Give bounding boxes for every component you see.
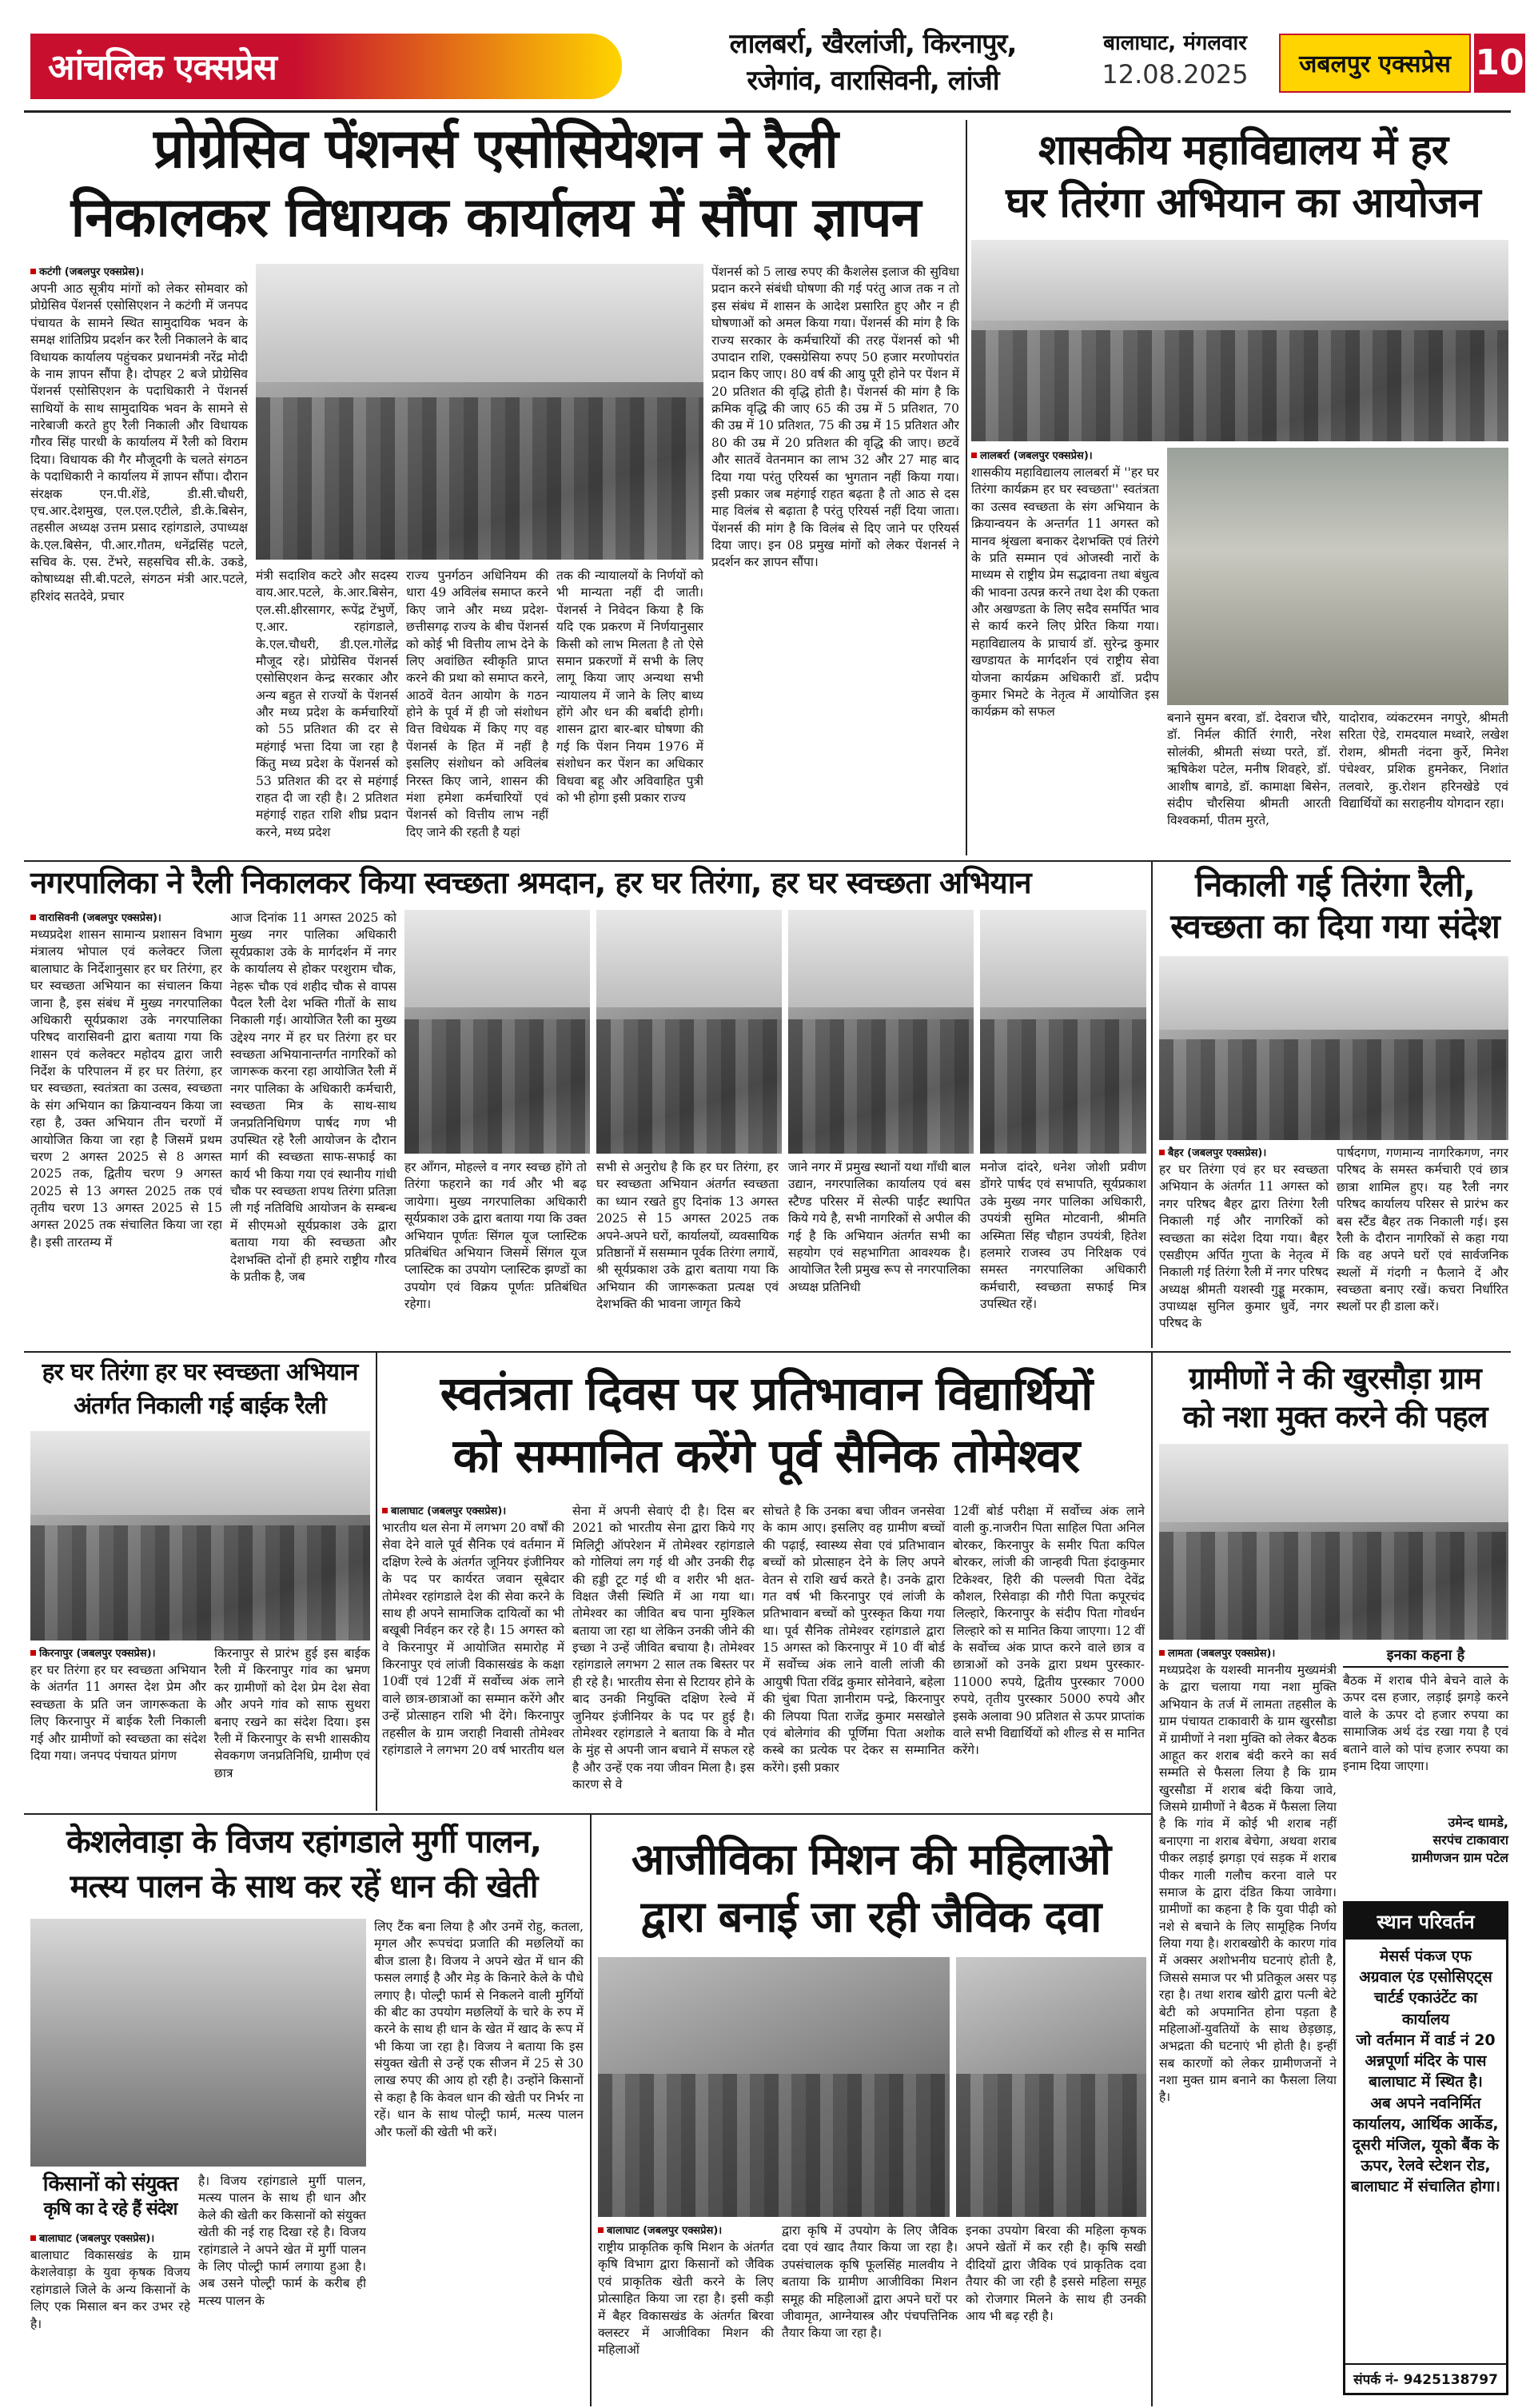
story3-photo-rally-2 bbox=[596, 910, 782, 1154]
story2-photo-human-chain bbox=[1167, 448, 1508, 705]
notice-title: स्थान परिवर्तन bbox=[1345, 1904, 1506, 1940]
story1-col3: राज्य पुनर्गठन अधिनियम की धारा 49 अविलंब समाप्त करने किए जाने और मध्य प्रदेश-छत्तीसगढ़ राज्य के बीच पेंशनर्स को कोई भी वित्तीय लाभ देने के लिए अवांछित स्वीकृति प्राप्त करने की प्रथा को समाप्त करने, आठवें वेतन आयोग के गठन होने के पूर्व में ही जो संशोधन वित्त विधेयक में किए गए वह पेंशनर्स के हित में नहीं है इसलिए संशोधन को अविलंब निरस्त किए जाने, शासन की मंशा हमेशा कर्मचारियों एवं पेंशनर्स को वित्तीय लाभ नहीं दिए जाने की रहती है यहां bbox=[406, 568, 548, 839]
story3-col4: सभी से अनुरोध है कि हर घर तिरंगा, हर घर स्वच्छता अभियान अंतर्गत स्वच्छता का ध्यान रखते हुए दिनांक 13 अगस्त 2025 से 15 अगस्त 2025 तक अपने-अपने घरों, कार्यालयों, व्यवसायिक प्रतिष्ठानों में ससम्मान पूर्वक तिरंगा लगायें, श्री सूर्यप्रकाश उके द्वारा बताया गया कि अभियान की जागरूकता प्रत्यक्ष एवं देशभक्ति की भावना जागृत किये bbox=[596, 1160, 779, 1311]
story4-col1: हर घर तिरंगा एवं हर घर स्वच्छता अभियान के अंतर्गत 11 अगस्त को नगर परिषद बैहर द्वारा तिरंगा रैली निकाली गई और नागरिकों को स्वच्छता का संदेश दिया गया। बैहर एसडीएम अर्पित गुप्ता के नेतृत्व में निकाली गई तिरंगा रैली में नगर परिषद अध्यक्ष श्रीमती यशस्वी गुड्डू मरकाम, उपाध्यक्ष सुनिल कुमार धुर्वे, नगर परिषद के bbox=[1159, 1162, 1329, 1331]
story9-col3: इनका उपयोग बिरवा की महिला कृषक अपने खेतों में कर रही है। कृषि सखी दीदियों द्वारा जैविक एवं प्राकृतिक दवा तैयार की जा रही है इससे महिला समूह को रोजगार मिलने के साथ ही उनकी आय भी बढ़ रही है। bbox=[966, 2223, 1146, 2323]
notice-line-6: बालाघाट में स्थित है। bbox=[1369, 2073, 1483, 2091]
story3-headline: नगरपालिका ने रैली निकालकर किया स्वच्छता श्रमदान, हर घर तिरंगा, हर घर स्वच्छता अभियान bbox=[30, 865, 1031, 900]
story1-col4: तक की न्यायालयों के निर्णयों को भी मान्यता नहीं दी जाती। पेंशनर्स ने निवेदन किया है कि यदि एक प्रकरण में निर्णयानुसार किसी को लाभ मिलता है तो ऐसे समान प्रकरणों में सभी के लिए लागू किया जाए अन्यथा सभी न्यायालय में जाने के लिए बाध्य होंगे और धन की बर्बादी होगी। शासन द्वारा बार-बार घोषणा की गई कि पेंशन नियम 1976 में संशोधन कर पेंशन का अधिकार विधवा बहू और अविवाहित पुत्री को भी होगा इसी प्रकार राज्य bbox=[556, 568, 703, 805]
issue-date: 12.08.2025 bbox=[1102, 59, 1249, 90]
story2-headline-line2: घर तिरंगा अभियान का आयोजन bbox=[1006, 179, 1480, 227]
story5-col2: किरनापुर से प्रारंभ हुई इस बाईक रैली में किरनापुर गांव का भ्रमण कर ग्रामीणों को देश प्रेम देश सेवा और अपने गांव को साफ सुथरा बनाए रखने का संदेश दिया। इस रैली में किरनापुर के सभी शासकीय सेवकगण जनप्रतिनिधि, ग्रामीण एवं छात्र bbox=[214, 1646, 370, 1780]
story9-photo-women-group bbox=[598, 1957, 950, 2217]
story2-byline: लालबर्रा (जबलपुर एक्सप्रेस)। bbox=[971, 448, 1159, 462]
notice-line-7: अब अपने नवनिर्मित bbox=[1370, 2094, 1481, 2112]
story8-col2: लिए टैंक बना लिया है और उनमें रोहु, कतला, मृगल और रूपचंदा प्रजाति की मछलियों का बीज डाला है। विजय ने अपने खेत में धान की फसल लगाई है और मेड़ के किनारे केले के पौधे लगाए है। पोल्ट्री फार्म से निकलने वाली मुर्गियों की बीट का उपयोग मछलियों के चारे के रुप में करने के साथ ही धान के खेत में खाद के रूप में भी किया जा रहा है। विजय ने बताया कि इस संयुक्त खेती से उन्हें एक सीजन में 25 से 30 लाख रुपए की आय हो रही है। उन्होंने किसानों से कहा है कि केवल धान की खेती पर निर्भर ना रहें। धान के साथ पोल्ट्री फार्म, मत्स्य पालन और फलों की खेती भी करें। bbox=[374, 1920, 584, 2139]
brand-name: जबलपुर एक्सप्रेस bbox=[1299, 50, 1451, 78]
story3-col1: मध्यप्रदेश शासन सामान्य प्रशासन विभाग मंत्रालय भोपाल एवं कलेक्टर जिला बालाघाट के निर्देशानुसार हर घर तिरंगा, हर घर स्वच्छता अभियान का संचालन किया जाना है, इस संबंध में मुख्य नगरपालिका अधिकारी सूर्यप्रकाश उके नगरपालिका परिषद वारासिवनी द्वारा बताया गया कि शासन एवं कलेक्टर महोदय द्वारा जारी निर्देश के परिपालन में हर घर तिरंगा, हर घर स्वच्छता, स्वतंत्रता का उत्सव, स्वच्छता के संग अभियान का क्रियान्वयन किया जा रहा है, उक्त अभियान तीन चरणों में आयोजित किया जा रहा है जिसमें प्रथम चरण 2 अगस्त 2025 से 8 अगस्त 2025 तक, द्वितीय चरण 9 अगस्त 2025 से 13 अगस्त 2025 तक एवं तृतीय चरण 13 अगस्त 2025 से 15 अगस्त 2025 तक संचालित किया जा रहा है। इसी तारतम्य में bbox=[30, 927, 222, 1250]
story4-byline: बैहर (जबलपुर एक्सप्रेस)। bbox=[1159, 1145, 1329, 1159]
notice-line-10: ऊपर, रेलवे स्टेशन रोड, bbox=[1361, 2157, 1491, 2175]
story1-headline-line1: प्रोग्रेसिव पेंशनर्स एसोसियेशन ने रैली bbox=[153, 118, 838, 181]
story8-subhead-line2: कृषि का दे रहे हैं संदेश bbox=[43, 2199, 177, 2219]
story6-byline: बालाघाट (जबलपुर एक्सप्रेस)। bbox=[382, 1503, 564, 1517]
story3-col6: मनोज दांदरे, धनेश जोशी प्रवीण डोंगरे पार्षद एवं सभापति, सूर्यप्रकाश उके मुख्य नगर पालिका अधिकारी, उपयंत्री सुमित मोटवानी, श्रीमति अस्मिता सिंह चौहान उपयंत्री, हितेश हलमारे राजस्व उप निरिक्षक एवं समस्त नगरपालिका अधिकारी कर्मचारी, स्वच्छता सफाई मित्र उपस्थित रहें। bbox=[980, 1160, 1146, 1311]
story1-headline-line2: निकालकर विधायक कार्यालय में सौंपा ज्ञापन bbox=[70, 186, 921, 249]
quote-name: उमेन्द धामडे, bbox=[1448, 1815, 1508, 1830]
notice-line-1: मेसर्स पंकज एफ bbox=[1380, 1948, 1472, 1965]
story9-col2: द्वारा कृषि में उपयोग के लिए जैविक दवा एवं खाद तैयार किया जा रहा है। उपसंचालक कृषि फूलसिंह मालवीय ने बताया कि ग्रामीण आजीविका मिशन समूह की महिलाओं द्वारा अपने घरों पर जीवामृत, आग्नेयास्त्र और पंचपत्तिनिक तैयार किया जा रहा है। bbox=[782, 2223, 958, 2341]
section-title: आंचलिक एक्सप्रेस bbox=[48, 47, 277, 88]
notice-line-5: अन्नपूर्णा मंदिर के पास bbox=[1365, 2052, 1487, 2071]
story9-headline-line2: द्वारा बनाई जा रही जैविक दवा bbox=[640, 1892, 1102, 1942]
story1-col1: अपनी आठ सूत्रीय मांगों को लेकर सोमवार को प्रोग्रेसिव पेंशनर्स एसोसिएशन ने कटंगी में जनपद पंचायत के सामने स्थित सामुदायिक भवन के समक्ष शांतिप्रिय प्रदर्शन कर रैली निकालने के बाद विधायक कार्यालय पहुंचकर प्रधानमंत्री नरेंद्र मोदी के नाम ज्ञापन सौंपा है। दोपहर 2 बजे प्रोग्रेसिव पेंशनर्स एसोसिएशन के पदाधिकारी ने पेंशनर्स साथियों के साथ सामुदायिक भवन के सामने से नारेबाजी करते हुए रैली निकाली और विधायक गौरव सिंह पारधी के कार्यालय में रैली को विराम दिया। विधायक की गैर मौजूदगी के चलते संगठन के पदाधिकारी ने कार्यालय में ज्ञापन सौंपा। दौरान संरक्षक एन.पी.शेंडे, डी.सी.चौधरी, एच.आर.देशमुख, एल.एल.एटीले, डी.के.बिसेन, तहसील अध्यक्ष उत्तम प्रसाद रहांगडाले, उपाध्यक्ष के.एल.बिसेन, पी.आर.गौतम, धनेंद्रसिंह पटले, सचिव के. एस. टेंभरे, सहसचिव सी.के. उकडे, कोषाध्यक्ष सी.बी.पटले, संगठन मंत्री आर.पटले, हरिशंद सतदेवे, प्रचार bbox=[30, 281, 248, 604]
story8-photo-poultry-farm bbox=[30, 1919, 366, 2167]
story7-col1: मध्यप्रदेश के यशस्वी माननीय मुख्यमंत्री के द्वारा चलाया गया नशा मुक्ति अभियान के तर्ज में लामता तहसील के ग्राम पंचायत टाकावारी के ग्राम खुरसौडा में ग्रामीणों ने नशा मुक्ति को लेकर बैठक आहूत कर शराब बंदी करने का सर्व सम्मति से फैसला लिया है कि ग्राम खुरसौडा में शराब बंदी किया जावे, जिसमे ग्रामीणों ने बैठक में फैसला लिया है कि गांव में कोई भी शराब नहीं बनाएगा ना शराब बेचेगा, अथवा शराब पीकर लड़ाई झगड़ा एवं सड़क में शराब पीकर गाली गलौच करना वाले पर समाज के द्वारा दंडित किया जावेगा। ग्रामीणों का कहना है कि युवा पीढ़ी को नशे से बचाने के लिए सामूहिक निर्णय लिया गया है। शराबखोरी के कारण गांव में अक्सर अशोभनीय घटनाएं होती है, जिससे समाज पर भी प्रतिकूल असर पड़ रहा है। तथा शराब खोरी द्वारा पत्नी बेटे बेटी को अपमानित होना पड़ता है महिलाओं-युवतियों के साथ छेड़छाड़, अभद्रता की घटनाएं भी होती है। इन्हीं सब कारणों को लेकर ग्रामीणजनों ने नशा मुक्त ग्राम बनाने का फैसला लिया है। bbox=[1159, 1663, 1337, 2105]
notice-line-9: दूसरी मंजिल, यूको बैंक के bbox=[1352, 2135, 1500, 2154]
story4-col2: पार्षदगण, गणमान्य नागरिकगण, नगर परिषद के समस्त कर्मचारी एवं छात्र छात्रा शामिल हुए। यह रैली नगर परिषद कार्यालय परिसर से प्रारंभ कर बस स्टैंड बैहर तक निकाली गई। इस रैली के दौरान नागरिकों से कहा गया कि वह अपने घरों एवं सार्वजनिक स्थलों में गंदगी न फैलाने दें और स्वच्छता बनाए रखें। कचरा निर्धारित स्थलों पर ही डाला करें। bbox=[1337, 1146, 1508, 1314]
towns-line-2: रजेगांव, वारासिवनी, लांजी bbox=[747, 65, 999, 97]
story6-col3: सोचते है कि उनका बचा जीवन जनसेवा के काम आए। इसलिए वह ग्रामीण बच्चों की पढ़ाई, स्वास्थ्य सेवा एवं प्रतिभावान बच्चों को प्रोत्साहन देने के लिए अपने वेतन से राशि खर्च करते है। उनके द्वारा गत वर्ष भी किरनापुर एवं लांजी के प्रतिभावान बच्चों को पुरस्कृत किया गया था। पूर्व सैनिक तोमेश्वर रहांगडाले द्वारा 15 अगस्त को किरनापुर में 10 वीं बोर्ड में सर्वोच्च अंक लाने वाली लांजी की आयुषी पिता रविंद्र कुमार सोनेवाने, बहेला की चुंबा पिता ज्ञानीराम पन्द्रे, किरनापुर की लिपया पिता राजेंद्र कुमार मसखोले एवं बोलेगांव की पूर्णिमा पिता अशोक कस्बे का प्रत्येक पर देकर स सम्मानित करेंगे। इसी प्रकार bbox=[763, 1504, 945, 1775]
masthead bbox=[0, 0, 1534, 112]
place-day: बालाघाट, मंगलवार bbox=[1103, 31, 1247, 55]
story8-byline: बालाघाट (जबलपुर एक्सप्रेस)। bbox=[30, 2231, 190, 2245]
story6-headline-line2: को सम्मानित करेंगे पूर्व सैनिक तोमेश्वर bbox=[452, 1429, 1080, 1483]
story3-byline: वारासिवनी (जबलपुर एक्सप्रेस)। bbox=[30, 910, 222, 924]
notice-line-4: जो वर्तमान में वार्ड नं 20 bbox=[1356, 2031, 1496, 2049]
story1-col2: मंत्री सदाशिव कटरे और सदस्य वाय.आर.पटले, के.आर.बिसेन, एल.सी.क्षीरसागर, रूपेंद्र टेंभुर्णे, ए.आर. रहांगडाले, के.एल.चौधरी, डी.एल.गोलेंद्र मौजूद रहे। प्रोग्रेसिव पेंशनर्स एसोसिएशन केन्द्र सरकार और अन्य बहुत से राज्यों के पेंशनर्स और मध्य प्रदेश के कर्मचारियों को 55 प्रतिशत की दर से महंगाई भत्ता दिया जा रहा है किंतु मध्य प्रदेश के पेंशनर्स को 53 प्रतिशत की दर से महंगाई राहत दी जा रही है। 2 प्रतिशत महंगाई राहत राशि शीघ्र प्रदान करने, मध्य प्रदेश bbox=[256, 568, 398, 839]
story7-byline: लामता (जबलपुर एक्सप्रेस)। bbox=[1159, 1645, 1337, 1660]
story3-col5: जाने नगर में प्रमुख स्थानों यथा गाँधी बाल उद्यान, नगरपालिका कार्यालय एवं बस स्टैण्ड परिसर में सेल्फी पाईंट स्थापित किये गये है, सभी नागरिकों से अपील की गई है कि अभियान अंतर्गत सभी का सहयोग एवं सहभागिता आवश्यक है। आयोजित रैली प्रमुख रूप से नगरपालिका अध्यक्ष प्रतिनिधी bbox=[788, 1160, 970, 1294]
story6-col1: भारतीय थल सेना में लगभग 20 वर्षों की सेवा देने वाले पूर्व सैनिक एवं वर्तमान में दक्षिण रेल्वे के अंतर्गत जूनियर इंजीनियर के पद पर कार्यरत जवान सूबेदार तोमेश्वर रहांगडाले देश की सेवा करने के साथ ही अपने सामाजिक दायित्वों का भी बखूबी निर्वहन कर रहे है। 15 अगस्त को वे किरनापुर में आयोजित समारोह में किरनापुर एवं लांजी विकासखंड के कक्षा 10वीं एवं 12वीं में सर्वोच्च अंक लाने वाले छात्र-छात्राओं का सम्मान करेंगे और उन्हें प्रोत्साहन राशि भी देंगे। किरनापुर तहसील के ग्राम जराही निवासी तोमेश्वर रहांगडाले ने लगभग 20 वर्ष भारतीय थल bbox=[382, 1521, 564, 1757]
story5-col1: हर घर तिरंगा हर घर स्वच्छता अभियान के अंतर्गत 11 अगस्त देश प्रेम और स्वच्छता के प्रति जन जागरूकता के लिए किरनापुर में बाईक रैली निकाली गई और ग्रामीणों को स्वच्छता का संदेश दिया गया। जनपद पंचायत प्रांगण bbox=[30, 1663, 206, 1763]
story9-photo-women-working bbox=[956, 1957, 1146, 2217]
notice-line-11: बालाघाट में संचालित होगा। bbox=[1351, 2178, 1500, 2196]
story8-col1: बालाघाट विकासखंड के ग्राम केशलेवाड़ा के युवा कृषक विजय रहांगडाले जिले के अन्य किसानों के लिए एक मिसाल बन कर उभर रहे है। bbox=[30, 2248, 190, 2331]
story4-photo-tiranga-rally bbox=[1159, 956, 1508, 1140]
story1-photo-pensioners bbox=[256, 264, 703, 560]
story9-byline: बालाघाट (जबलपुर एक्सप्रेस)। bbox=[598, 2223, 774, 2237]
story1-col5: पेंशनर्स को 5 लाख रुपए की कैशलेस इलाज की सुविधा प्रदान करने संबंधी घोषणा की गई परंतु आज तक न तो इस संबंध में शासन के आदेश प्रसारित हुए और न ही घोषणाओं को अमल किया गया। पेंशनर्स की मांग है कि राज्य सरकार के कर्मचारियों की तरह पेंशनर्स को भी उपादान राशि, एक्सग्रेसिया रुपए 50 हजार मरणोपरांत प्रदान किए जाए। 80 वर्ष की आयु पूरी होने पर पेंशन में 20 प्रतिशत की वृद्धि होती है। पेंशनर्स की मांग है कि क्रमिक वृद्धि की जाए 65 की उम्र में 5 प्रतिशत, 70 की उम्र में 10 प्रतिशत, 75 की उम्र में 15 प्रतिशत और 80 की उम्र में 20 प्रतिशत की वृद्धि की जाए। छटवें और सातवें वेतनमान का लाभ 32 और 27 माह बाद दिया गया परंतु एरियर्स का भुगतान नहीं किया गया। इसी प्रकार जब महंगाई राहत बढ़ता है तो आठ से दस माह विलंब से बढ़ाता है परंतु एरियर्स नहीं दिया जाता। पेंशनर्स की मांग है कि विलंब से दिए जाने पर एरियर्स दिया जाए। इन 08 प्रमुख मांगों को लेकर पेंशनर्स ने प्रदर्शन कर ज्ञापन सौंपा। bbox=[711, 265, 959, 570]
story5-headline-line1: हर घर तिरंगा हर घर स्वच्छता अभियान bbox=[42, 1358, 358, 1386]
story9-headline-line1: आजीविका मिशन की महिलाओ bbox=[631, 1834, 1111, 1884]
story2-col2: बनाने सुमन बरवा, डॉ. देवराज चौरे, डॉ. निर्मल कीर्ति रंगारी, नरेश सोलंकी, श्रीमती संध्या परते, डॉ. ऋषिकेश पटेल, मनीष शिवहरे, डॉ. आशीष बागडे, डॉ. कामाक्षा बिसेन, संदीप चौरसिया श्रीमती आरती विश्वकर्मा, पीतम मुरते, bbox=[1167, 711, 1331, 828]
notice-line-2: अग्रवाल एंड एसोसिएट्स bbox=[1359, 1968, 1492, 1987]
story3-photo-rally-4 bbox=[980, 910, 1146, 1154]
quote-role: सरपंच टाकावारा bbox=[1432, 1832, 1508, 1848]
story3-col3: हर आँगन, मोहल्ले व नगर स्वच्छ होंगे तो तिरंगा फहराने का गर्व और भी बढ़ जायेगा। मुख्य नगरपालिका अधिकारी सूर्यप्रकाश उके द्वारा बताया गया कि उक्त अभियान पूर्णतः सिंगल यूज प्लास्टिक प्रतिबंधित अभियान जिसमें सिंगल यूज प्लास्टिक का उपयोग प्लास्टिक झण्डों का उपयोग एवं विक्रय पूर्णतः प्रतिबंधित रहेगा। bbox=[404, 1160, 587, 1311]
page-number: 10 bbox=[1474, 34, 1525, 93]
towns-line-1: लालबर्रा, खैरलांजी, किरनापुर, bbox=[729, 28, 1017, 60]
story2-photo-group bbox=[971, 240, 1508, 441]
quote-text: बैठक में शराब पीने बेचने वाले के ऊपर दस हजार, लड़ाई झगड़े करने वाले के ऊपर दो हजार रुपया का सामाजिक अर्थ दंड रखा गया है एवं बताने वाले को पांच हजार रुपया का इनाम दिया जाएगा। bbox=[1343, 1673, 1508, 1773]
notice-line-3: चार्टर्ड एकाउंटेंट का कार्यालय bbox=[1373, 1989, 1478, 2028]
story6-col2: सेना में अपनी सेवाएं दी है। दिस बर 2021 को भारतीय सेना द्वारा किये गए मिलिट्री ऑपरेशन में तोमेश्वर रहांगडाले को गोलियां लग गई थी और उनकी रीढ़ की हड्डी टूट गई थी व शरीर भी क्षत-विक्षत जैसी स्थिति में आ गया था। तोमेश्वर का जीवित बच पाना मुश्किल बताया जा रहा था लेकिन उनकी जीने की इच्छा ने उन्हें जीवित बचाया है। तोमेश्वर रहांगडाले लगभग 2 साल तक बिस्तर पर ही रहे है। भारतीय सेना से रिटायर होने के बाद उनकी नियुक्ति दक्षिण रेल्वे में जुनियर इंजीनियर के पद पर हुई है। तोमेश्वर रहांगडाले ने बताया कि वे मौत के मुंह से अपनी जान बचाने में सफल रहे है और उन्हें एक नया जीवन मिला है। इस कारण से वे bbox=[572, 1504, 755, 1792]
story8-subhead-line1: किसानों को संयुक्त bbox=[42, 2172, 178, 2196]
quote-org: ग्रामीणजन ग्राम पटेल bbox=[1411, 1850, 1508, 1865]
story1-byline: कटंगी (जबलपुर एक्सप्रेस)। bbox=[30, 264, 248, 278]
story7-headline-line1: ग्रामीणों ने की खुरसौड़ा ग्राम bbox=[1189, 1361, 1481, 1396]
story2-col3: यादोराव, व्यंकटरमन नगपुरे, श्रीमती सरिता ऐडे, रामदयाल मध्वारे, लखेश रोशम, श्रीमती नंदना कुर्रे, मिनेश पंचेश्वर, प्रशिक हुमनेकर, निशांत तलवारे, कु.रोशन हरिनखेडे एवं विद्यार्थियों का सराहनीय योगदान रहा। bbox=[1339, 711, 1508, 811]
story5-photo-bike-rally bbox=[30, 1431, 370, 1641]
story8-headline-line1: केशलेवाड़ा के विजय रहांगडाले मुर्गी पालन, bbox=[66, 1824, 541, 1860]
story4-headline-line1: निकाली गई तिरंगा रैली, bbox=[1195, 865, 1475, 904]
story8-headline-line2: मत्स्य पालन के साथ कर रहें धान की खेती bbox=[70, 1868, 538, 1905]
story7-photo-village-meeting bbox=[1159, 1444, 1508, 1640]
story5-byline: किरनापुर (जबलपुर एक्सप्रेस)। bbox=[30, 1645, 206, 1660]
story5-headline-line2: अंतर्गत निकाली गई बाईक रैली bbox=[74, 1392, 326, 1420]
story8-col3: है। विजय रहांगडाले मुर्गी पालन, मत्स्य पालन के साथ ही धान और केले की खेती कर किसानों को संयुक्त खेती की नई राह दिखा रहे है। विजय रहांगडाले ने अपने खेत में मुर्गी पालन के लिए पोल्ट्री फार्म लगाया हुआ है। अब उसने पोल्ट्री फार्म के करीब ही मत्स्य पालन के bbox=[198, 2174, 366, 2308]
story6-col4: 12वीं बोर्ड परीक्षा में सर्वोच्च अंक लाने वाली कु.नाजरीन पिता साहिल पिता अनिल बोरकर, किरनापुर के समीर पिता कपिल बोरकर, लांजी की जान्हवी पिता इंदाकुमार टिकेश्वर, हिरी की पल्लवी पिता देवेंद्र कौशल, रिसेवाड़ा की गौरी पिता कपूरचंद लिल्हारे, किरनापुर के संदीप पिता गोवर्धन लिल्हारे को स मानित किया जाएगा। 12 वीं के सर्वोच्च अंक प्राप्त करने वाले छात्र व छात्राओं को उनके द्वारा प्रथम पुरस्कार- 11000 रुपये, द्वितीय पुरस्कार 7000 रुपये, तृतीय पुरस्कार 5000 रुपये और इसके अलावा 90 प्रतिशत से ऊपर प्राप्तांक वाले सभी विद्यार्थियों को शील्ड से स मानित करेंगे। bbox=[953, 1504, 1145, 1758]
notice-line-8: कार्यालय, आर्थिक आर्केड, bbox=[1353, 2115, 1499, 2133]
story7-headline-line2: को नशा मुक्त करने की पहल bbox=[1182, 1399, 1488, 1434]
story4-headline-line2: स्वच्छता का दिया गया संदेश bbox=[1170, 907, 1500, 946]
story3-photo-rally-3 bbox=[788, 910, 974, 1154]
story2-col1: शासकीय महाविद्यालय लालबर्रा में ''हर घर तिरंगा कार्यक्रम हर घर स्वच्छता'' स्वतंत्रता का उत्सव स्वच्छता के संग अभियान के क्रियान्वयन के अन्तर्गत 11 अगस्त को मानव श्रृंखला बनाकर देशभक्ति एवं तिरंगे के प्रति सम्मान एवं ओजस्वी नारों के माध्यम से राष्ट्रीय प्रेम सद्भावना तथा बंधुत्व की भावना उत्पन्न करने तथा देश की एकता और अखण्डता के लिए सदैव समर्पित भाव से कार्य करने लिए प्रेरित किया गया। महाविद्यालय के प्राचार्य डॉ. सुरेन्द्र कुमार खण्डायत के मार्गदर्शन एवं राष्ट्रीय सेवा योजना कार्यक्रम अधिकारी डॉ. प्रदीप कुमार भिमटे के नेतृत्व में आयोजित इस कार्यक्रम को सफल bbox=[971, 465, 1159, 720]
story6-headline-line1: स्वतंत्रता दिवस पर प्रतिभावान विद्यार्थियों bbox=[440, 1366, 1093, 1421]
quote-title: इनका कहना है bbox=[1343, 1645, 1508, 1668]
story3-col2: आज दिनांक 11 अगस्त 2025 को मुख्य नगर पालिका अधिकारी सूर्यप्रकाश उके के मार्गदर्शन में नगर के कार्यालय से होकर परशुराम चौक, नेहरू चौक एवं शहीद चौक से वापस पैदल रैली देश भक्ति गीतों के साथ निकाली गई। आयोजित रैली का मुख्य उद्देश्य नगर में हर घर तिरंगा हर घर स्वच्छता अभियानान्तर्गत नागरिकों को जागरूक करना रहा आयोजित रैली में नगर पालिका के अधिकारी कर्मचारी, स्वच्छता मित्र के साथ-साथ जनप्रतिनिधिगण पार्षद गण भी उपस्थित रहे रैली आयोजन के दौरान मार्ग की स्वच्छता साफ-सफाई का कार्य भी किया गया एवं स्थानीय गांधी चौक पर स्वच्छता शपथ तिरंगा प्रतिज्ञा ली गई नतिविधि आयोजन के सम्बन्ध में सीएमओ सूर्यप्रकाश उके द्वारा बताया गया की स्वच्छता और देशभक्ति दोनों ही हमारे राष्ट्रीय गौरव के प्रतीक है, जब bbox=[230, 911, 396, 1284]
story2-headline-line1: शासकीय महाविद्यालय में हर bbox=[1038, 126, 1448, 174]
notice-contact: संपर्क नं- 9425138797 bbox=[1345, 2363, 1506, 2393]
story9-col1: राष्ट्रीय प्राकृतिक कृषि मिशन के अंतर्गत कृषि विभाग द्वारा किसानों को जैविक एवं प्राकृतिक खेती करने के लिए प्रोत्साहित किया जा रहा है। इसी कड़ी में बैहर विकासखंड के अंतर्गत बिरवा क्लस्टर में आजीविका मिशन की महिलाओं bbox=[598, 2240, 774, 2358]
notice-box bbox=[1343, 1901, 1508, 2395]
story3-photo-rally-1 bbox=[404, 910, 590, 1154]
